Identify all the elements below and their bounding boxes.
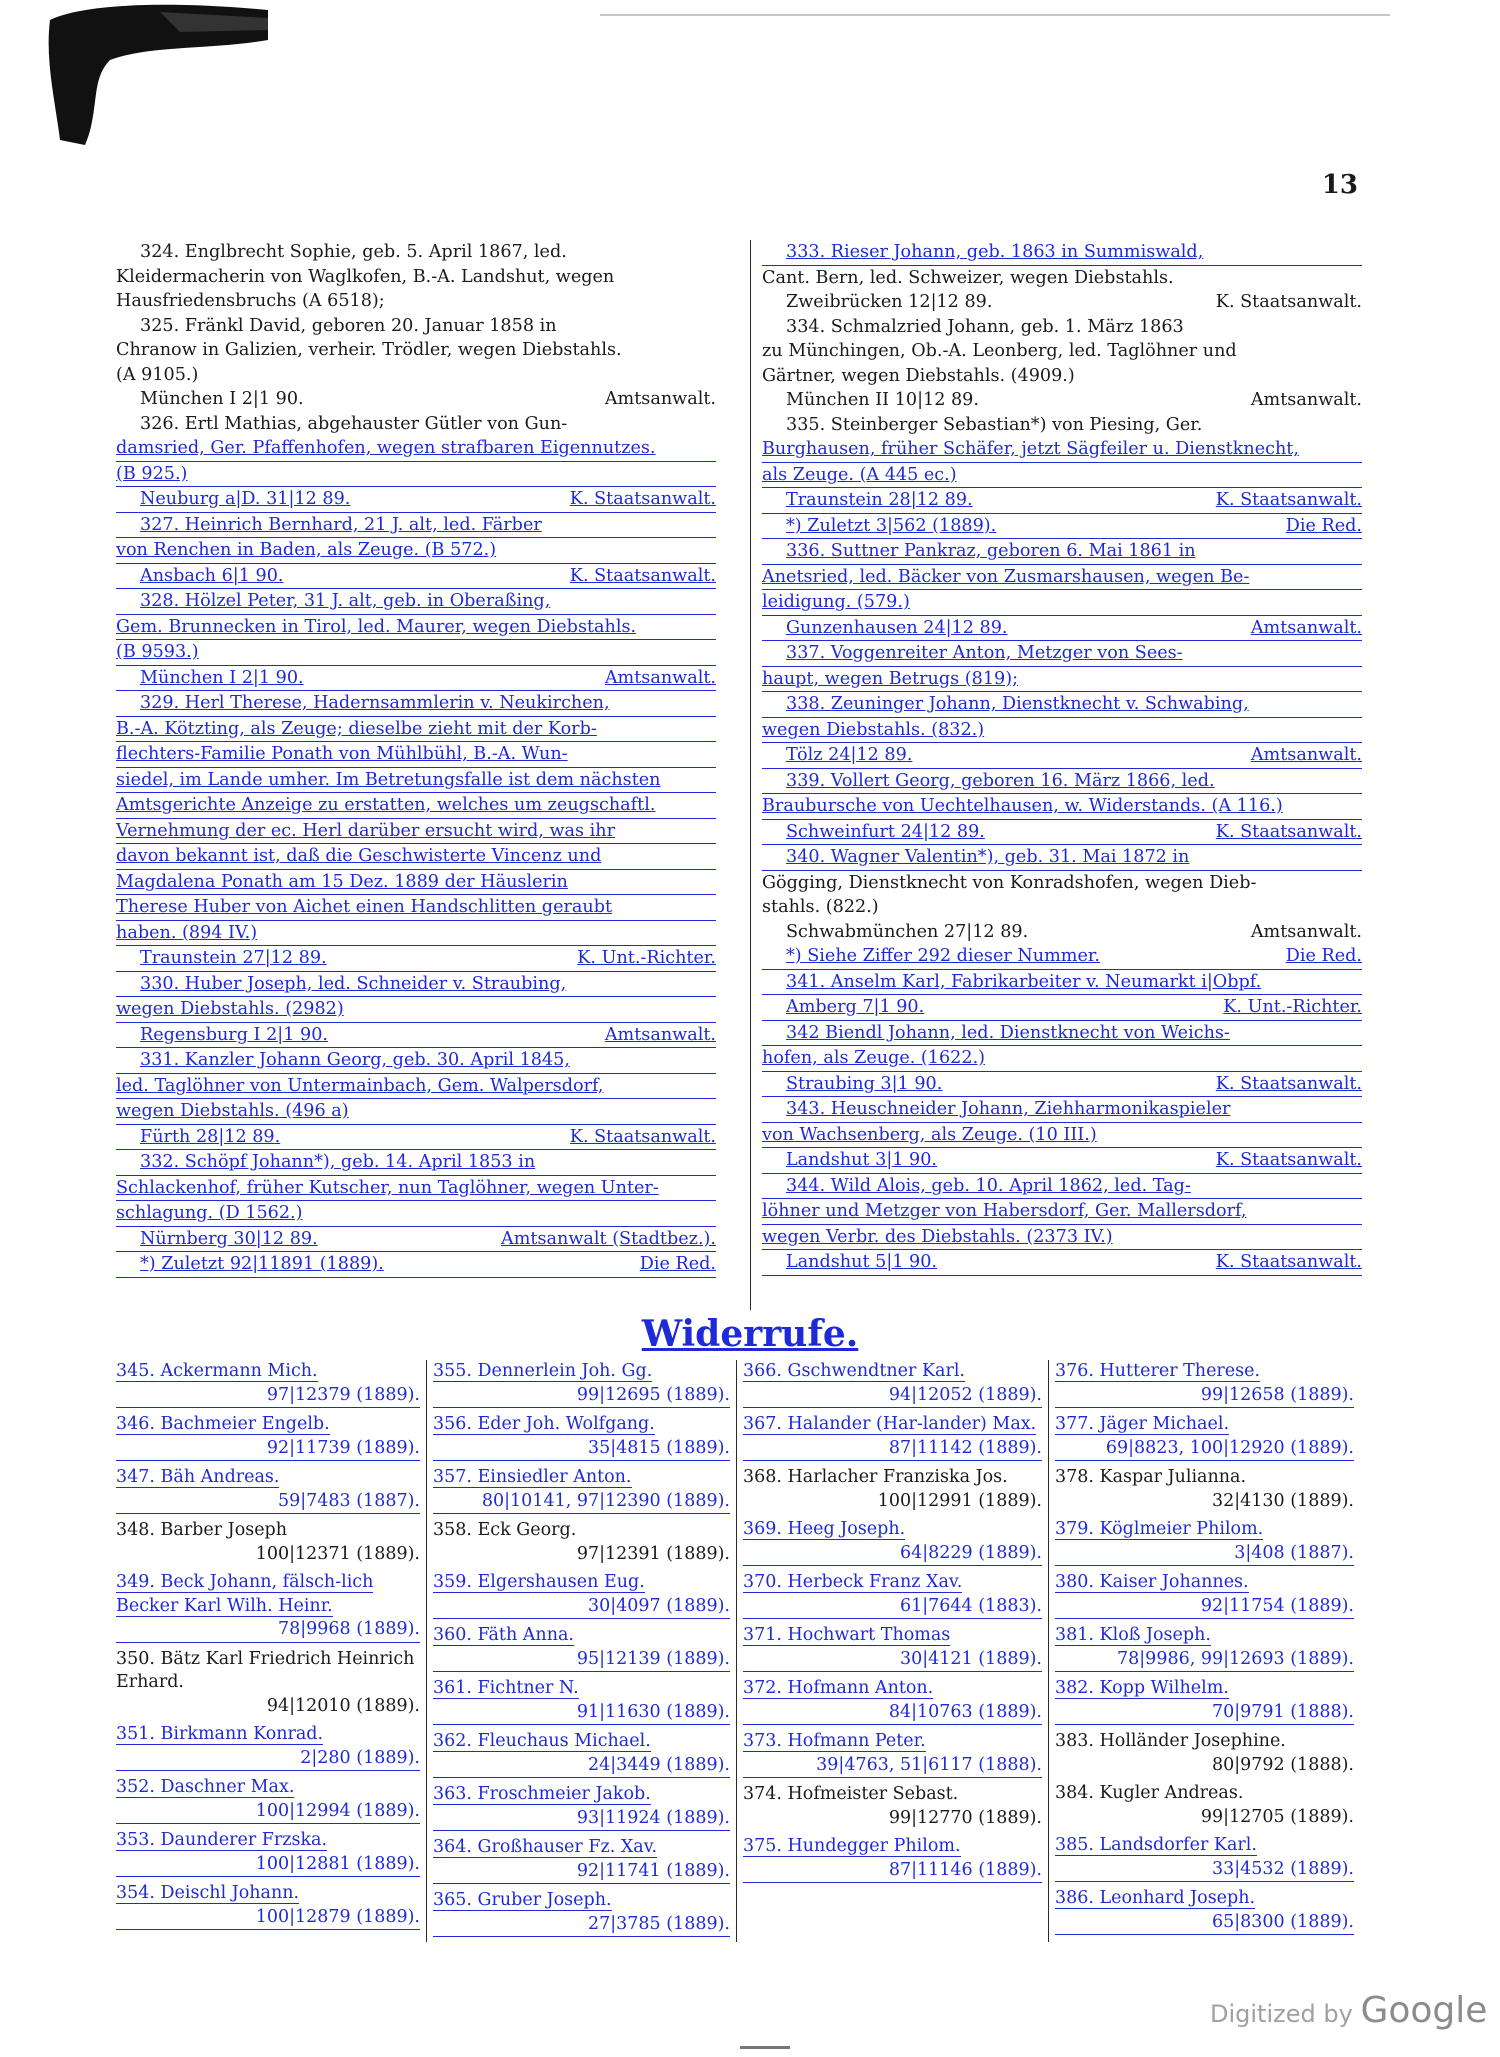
notice-line: Therese Huber von Aichet einen Handschlitten geraubt <box>116 895 716 921</box>
notice-authority: Amtsanwalt. <box>604 667 716 688</box>
widerruf-reference: 80|9792 (1888). <box>1211 1754 1354 1775</box>
widerruf-entry <box>433 1730 730 1778</box>
widerruf-name: 368. Harlacher Franziska Jos. <box>743 1467 1008 1487</box>
notice-entry <box>762 266 1362 315</box>
notice-line: wegen Diebstahls. (2982) <box>116 997 716 1023</box>
notice-place-date: München I 2|1 90. <box>140 667 304 688</box>
notice-authority-row <box>116 1125 716 1151</box>
widerruf-reference: 99|12770 (1889). <box>888 1807 1042 1828</box>
notice-authority-row <box>762 944 1362 970</box>
widerruf-entry <box>1055 1360 1354 1408</box>
ink-smudge <box>40 0 270 150</box>
widerruf-entry <box>433 1466 730 1514</box>
notice-entry <box>762 514 1362 540</box>
notice-place-date: Nürnberg 30|12 89. <box>140 1228 318 1249</box>
widerruf-name: 361. Fichtner N. <box>433 1678 579 1698</box>
widerruf-entry <box>116 1776 420 1824</box>
widerruf-reference: 93|11924 (1889). <box>433 1807 730 1832</box>
notice-authority-row <box>762 995 1362 1021</box>
column-divider <box>750 240 751 1310</box>
widerruf-name: 357. Einsiedler Anton. <box>433 1467 632 1487</box>
widerruf-reference: 27|3785 (1889). <box>433 1913 730 1938</box>
widerruf-entry <box>743 1518 1042 1566</box>
notice-line: haupt, wegen Betrugs (819); <box>762 667 1362 693</box>
notice-place-date: Schwabmünchen 27|12 89. <box>786 921 1029 942</box>
notice-line: 333. Rieser Johann, geb. 1863 in Summiswald, <box>762 240 1362 266</box>
widerruf-reference: 95|12139 (1889). <box>433 1648 730 1673</box>
widerruf-name: 375. Hundegger Philom. <box>743 1836 961 1856</box>
notice-authority-row <box>762 514 1362 540</box>
notice-line: Cant. Bern, led. Schweizer, wegen Diebstahls. <box>762 267 1174 288</box>
notice-line: Braubursche von Uechtelhausen, w. Widerstands. (A 116.) <box>762 794 1362 820</box>
notice-line: Hausfriedensbruchs (A 6518); <box>116 291 385 311</box>
notice-place-date: *) Zuletzt 3|562 (1889). <box>786 515 997 536</box>
notice-authority-row <box>116 564 716 590</box>
notice-place-date: Straubing 3|1 90. <box>786 1073 943 1094</box>
widerruf-name: 356. Eder Joh. Wolfgang. <box>433 1414 655 1434</box>
notice-authority-row <box>762 616 1362 642</box>
notice-line: wegen Diebstahls. (496 a) <box>116 1099 716 1125</box>
notice-line: (A 9105.) <box>116 364 199 385</box>
widerruf-name: 367. Halander (Har-lander) Max. <box>743 1414 1037 1434</box>
widerruf-reference: 59|7483 (1887). <box>116 1490 420 1515</box>
notice-entry <box>762 944 1362 970</box>
notice-entry <box>762 845 1362 871</box>
widerruf-reference: 92|11754 (1889). <box>1055 1595 1354 1620</box>
widerruf-name: 383. Holländer Josephine. <box>1055 1731 1286 1751</box>
bottom-mark <box>740 2046 790 2049</box>
notice-line: stahls. (822.) <box>762 897 879 917</box>
notice-entry <box>762 413 1362 438</box>
widerruf-name: 366. Gschwendtner Karl. <box>743 1361 965 1381</box>
top-rule <box>600 14 1390 16</box>
notice-entry <box>762 437 1362 514</box>
widerruf-name: 379. Köglmeier Philom. <box>1055 1519 1264 1539</box>
widerruf-name: 373. Hofmann Peter. <box>743 1731 926 1751</box>
widerruf-entry <box>743 1730 1042 1778</box>
notice-line: wegen Diebstahls. (832.) <box>762 718 1362 744</box>
widerruf-name: 348. Barber Joseph <box>116 1520 288 1540</box>
notice-line: hofen, als Zeuge. (1622.) <box>762 1046 1362 1072</box>
notice-authority: K. Unt.-Richter. <box>577 948 716 968</box>
notice-line: 337. Voggenreiter Anton, Metzger von Sees- <box>762 641 1362 667</box>
widerruf-reference: 78|9986, 99|12693 (1889). <box>1055 1648 1354 1673</box>
widerruf-reference: 64|8229 (1889). <box>743 1542 1042 1567</box>
widerruf-entry <box>1055 1887 1354 1935</box>
widerruf-reference: 100|12879 (1889). <box>116 1906 420 1931</box>
notice-line: Vernehmung der ec. Herl darüber ersucht wird, was ihr <box>116 819 716 845</box>
notice-authority: K. Staatsanwalt. <box>1215 490 1362 510</box>
widerruf-entry <box>743 1360 1042 1408</box>
widerruf-entry <box>116 1519 420 1566</box>
widerruf-name: 358. Eck Georg. <box>433 1520 577 1540</box>
widerruf-entry <box>1055 1518 1354 1566</box>
widerruf-name: 369. Heeg Joseph. <box>743 1519 906 1539</box>
notice-line: Burghausen, früher Schäfer, jetzt Sägfeiler u. Dienstknecht, <box>762 437 1362 463</box>
notice-authority-row <box>762 1250 1362 1276</box>
notice-authority-row <box>762 488 1362 514</box>
notice-authority-row <box>762 388 1362 413</box>
notice-authority-row <box>762 820 1362 846</box>
notice-authority: Die Red. <box>639 1254 716 1274</box>
widerruf-reference: 30|4121 (1889). <box>743 1648 1042 1673</box>
widerruf-reference: 24|3449 (1889). <box>433 1754 730 1779</box>
notice-entry <box>116 513 716 590</box>
notice-authority: K. Staatsanwalt. <box>1215 292 1362 312</box>
widerrufe-column <box>116 1360 426 1942</box>
widerruf-entry <box>743 1466 1042 1513</box>
widerrufe-column <box>1048 1360 1360 1942</box>
notice-line: siedel, im Lande umher. Im Betretungsfalle ist dem nächsten <box>116 768 716 794</box>
notice-authority: K. Staatsanwalt. <box>1215 1252 1362 1272</box>
widerrufe-column <box>426 1360 736 1942</box>
widerruf-name: 378. Kaspar Julianna. <box>1055 1467 1247 1487</box>
notice-line: 342 Biendl Johann, led. Dienstknecht von Weichs- <box>762 1021 1362 1047</box>
notice-entry <box>762 1021 1362 1098</box>
widerruf-name: 363. Froschmeier Jakob. <box>433 1784 651 1804</box>
widerruf-reference: 87|11142 (1889). <box>743 1437 1042 1462</box>
widerruf-name: 370. Herbeck Franz Xav. <box>743 1572 963 1592</box>
digitized-footer <box>1210 1990 1487 2031</box>
notice-authority: Die Red. <box>1285 946 1362 966</box>
notice-line: B.-A. Kötzting, als Zeuge; dieselbe zieht mit der Korb- <box>116 717 716 743</box>
notice-place-date: Tölz 24|12 89. <box>786 745 913 765</box>
widerruf-entry <box>433 1624 730 1672</box>
widerruf-reference: 92|11741 (1889). <box>433 1860 730 1885</box>
notice-line: Chranow in Galizien, verheir. Trödler, wegen Diebstahls. <box>116 340 622 360</box>
widerruf-name: 345. Ackermann Mich. <box>116 1361 318 1381</box>
widerruf-name: 354. Deischl Johann. <box>116 1883 300 1903</box>
notice-entry <box>116 972 716 1049</box>
notice-entry <box>762 641 1362 692</box>
widerruf-name: 376. Hutterer Therese. <box>1055 1361 1261 1381</box>
widerruf-name: 380. Kaiser Johannes. <box>1055 1572 1249 1592</box>
notice-place-date: Neuburg a|D. 31|12 89. <box>140 489 351 509</box>
widerruf-entry <box>116 1571 420 1643</box>
notice-line: Gögging, Dienstknecht von Konradshofen, wegen Dieb- <box>762 872 1257 893</box>
notice-authority-row <box>116 387 716 412</box>
notice-authority: Amtsanwalt. <box>604 389 716 409</box>
widerruf-name: 386. Leonhard Joseph. <box>1055 1888 1256 1908</box>
notice-line: 332. Schöpf Johann*), geb. 14. April 1853 in <box>116 1150 716 1176</box>
notice-place-date: Landshut 5|1 90. <box>786 1252 938 1272</box>
widerruf-name: 381. Kloß Joseph. <box>1055 1625 1211 1645</box>
notice-line: flechters-Familie Ponath von Mühlbühl, B.-A. Wun- <box>116 742 716 768</box>
widerruf-entry <box>743 1413 1042 1461</box>
widerruf-entry <box>116 1648 420 1719</box>
notice-entry <box>762 692 1362 769</box>
notice-authority: Amtsanwalt (Stadtbez.). <box>501 1228 716 1249</box>
widerruf-reference: 70|9791 (1888). <box>1055 1701 1354 1726</box>
notice-entry <box>116 1252 716 1278</box>
notice-entry <box>762 315 1362 413</box>
notice-authority-row <box>116 666 716 692</box>
widerruf-entry <box>433 1413 730 1461</box>
widerruf-name: 377. Jäger Michael. <box>1055 1414 1230 1434</box>
notice-entry <box>762 769 1362 846</box>
widerruf-name: 349. Beck Johann, fälsch-lich Becker Karl Wilh. Heinr. <box>116 1572 374 1616</box>
widerruf-name: 364. Großhauser Fz. Xav. <box>433 1837 658 1857</box>
notice-line: davon bekannt ist, daß die Geschwisterte Vincenz und <box>116 844 716 870</box>
notice-entry <box>116 412 716 437</box>
notice-place-date: Zweibrücken 12|12 89. <box>786 292 993 312</box>
notice-line: Schlackenhof, früher Kutscher, nun Taglöhner, wegen Unter- <box>116 1176 716 1202</box>
notice-entry <box>762 240 1362 266</box>
notice-line: Kleidermacherin von Waglkofen, B.-A. Landshut, wegen <box>116 266 615 287</box>
widerruf-entry <box>1055 1677 1354 1725</box>
notice-authority: K. Staatsanwalt. <box>1215 821 1362 842</box>
widerruf-reference: 3|408 (1887). <box>1055 1542 1354 1567</box>
widerruf-reference: 99|12705 (1889). <box>1200 1806 1354 1827</box>
widerruf-entry <box>116 1723 420 1771</box>
widerruf-reference: 94|12010 (1889). <box>266 1695 420 1716</box>
widerruf-entry <box>433 1889 730 1937</box>
widerruf-reference: 97|12379 (1889). <box>116 1384 420 1409</box>
notice-line: zu Münchingen, Ob.-A. Leonberg, led. Taglöhner und <box>762 341 1237 361</box>
widerruf-name: 372. Hofmann Anton. <box>743 1678 934 1698</box>
notice-entry <box>762 1174 1362 1276</box>
widerruf-entry <box>433 1783 730 1831</box>
widerruf-name: 371. Hochwart Thomas <box>743 1625 951 1645</box>
widerruf-reference: 35|4815 (1889). <box>433 1437 730 1462</box>
notice-entry <box>762 539 1362 641</box>
widerruf-reference: 65|8300 (1889). <box>1055 1911 1354 1936</box>
notice-authority-row <box>116 487 716 513</box>
widerruf-reference: 99|12695 (1889). <box>433 1384 730 1409</box>
widerruf-entry <box>116 1882 420 1930</box>
notice-authority-row <box>116 1252 716 1278</box>
widerruf-name: 353. Daunderer Frzska. <box>116 1830 328 1850</box>
right-column <box>762 240 1362 1276</box>
widerruf-name: 350. Bätz Karl Friedrich Heinrich Erhard. <box>116 1648 415 1692</box>
notice-line: als Zeuge. (A 445 ec.) <box>762 463 1362 489</box>
widerruf-name: 347. Bäh Andreas. <box>116 1467 280 1487</box>
notice-authority: Amtsanwalt. <box>604 1024 716 1045</box>
notice-entry <box>762 871 1362 945</box>
widerruf-reference: 84|10763 (1889). <box>743 1701 1042 1726</box>
notice-entry <box>116 1150 716 1252</box>
widerruf-name: 362. Fleuchaus Michael. <box>433 1731 651 1751</box>
page-number: 13 <box>1321 170 1358 200</box>
notice-line: damsried, Ger. Pfaffenhofen, wegen strafbaren Eigennutzes. <box>116 436 716 462</box>
widerruf-entry <box>1055 1834 1354 1882</box>
widerruf-reference: 61|7644 (1883). <box>743 1595 1042 1620</box>
notice-line: schlagung. (D 1562.) <box>116 1201 716 1227</box>
widerruf-reference: 92|11739 (1889). <box>116 1437 420 1462</box>
notice-place-date: Traunstein 28|12 89. <box>786 490 973 510</box>
widerruf-reference: 100|12881 (1889). <box>116 1853 420 1878</box>
notice-authority: K. Staatsanwalt. <box>569 1126 716 1147</box>
notice-place-date: München I 2|1 90. <box>140 389 304 409</box>
widerruf-entry <box>743 1624 1042 1672</box>
notice-line: 324. Englbrecht Sophie, geb. 5. April 1867, led. <box>140 242 567 262</box>
notice-place-date: Ansbach 6|1 90. <box>140 565 284 586</box>
widerruf-reference: 80|10141, 97|12390 (1889). <box>433 1490 730 1515</box>
widerrufe-column <box>736 1360 1048 1942</box>
widerruf-reference: 30|4097 (1889). <box>433 1595 730 1620</box>
notice-line: 331. Kanzler Johann Georg, geb. 30. April 1845, <box>116 1048 716 1074</box>
widerruf-name: 351. Birkmann Konrad. <box>116 1724 324 1744</box>
widerruf-entry <box>116 1466 420 1514</box>
notice-place-date: *) Zuletzt 92|11891 (1889). <box>140 1254 384 1274</box>
widerruf-entry <box>433 1519 730 1566</box>
notice-place-date: München II 10|12 89. <box>786 390 979 410</box>
notice-line: Anetsried, led. Bäcker von Zusmarshausen, wegen Be- <box>762 565 1362 591</box>
widerruf-reference: 87|11146 (1889). <box>743 1859 1042 1884</box>
notice-entry <box>116 1048 716 1150</box>
widerruf-entry <box>1055 1730 1354 1777</box>
notice-entry <box>762 1097 1362 1174</box>
widerruf-name: 360. Fäth Anna. <box>433 1625 574 1645</box>
widerruf-reference: 94|12052 (1889). <box>743 1384 1042 1409</box>
notice-line: von Renchen in Baden, als Zeuge. (B 572.) <box>116 538 716 564</box>
widerruf-entry <box>743 1835 1042 1883</box>
notice-line: Gem. Brunnecken in Tirol, led. Maurer, wegen Diebstahls. <box>116 615 716 641</box>
notice-authority-row <box>762 1072 1362 1098</box>
notice-line: löhner und Metzger von Habersdorf, Ger. Mallersdorf, <box>762 1199 1362 1225</box>
widerruf-entry <box>116 1360 420 1408</box>
notice-entry <box>116 691 716 972</box>
notice-line: 326. Ertl Mathias, abgehauster Gütler von Gun- <box>140 413 568 434</box>
footer-prefix: Digitized by <box>1210 2000 1353 2028</box>
notice-entry <box>116 436 716 513</box>
notice-line: 343. Heuschneider Johann, Ziehharmonikaspieler <box>762 1097 1362 1123</box>
notice-line: 330. Huber Joseph, led. Schneider v. Straubing, <box>116 972 716 998</box>
notice-line: 339. Vollert Georg, geboren 16. März 1866, led. <box>762 769 1362 795</box>
notice-line: 325. Fränkl David, geboren 20. Januar 1858 in <box>140 315 557 336</box>
notice-line: (B 925.) <box>116 462 716 488</box>
notice-line: haben. (894 IV.) <box>116 921 716 947</box>
widerruf-entry <box>433 1571 730 1619</box>
notice-authority-row <box>116 1227 716 1253</box>
widerruf-name: 346. Bachmeier Engelb. <box>116 1414 330 1434</box>
notice-authority: K. Staatsanwalt. <box>1215 1150 1362 1170</box>
widerruf-reference: 2|280 (1889). <box>116 1747 420 1772</box>
notice-authority: Amtsanwalt. <box>1250 390 1362 410</box>
widerruf-entry <box>1055 1571 1354 1619</box>
notice-authority-row <box>762 290 1362 315</box>
widerruf-entry <box>1055 1413 1354 1461</box>
widerruf-reference: 100|12991 (1889). <box>877 1490 1042 1511</box>
widerruf-name: 365. Gruber Joseph. <box>433 1890 612 1910</box>
notice-line: leidigung. (579.) <box>762 590 1362 616</box>
widerruf-reference: 91|11630 (1889). <box>433 1701 730 1726</box>
notice-place-date: Amberg 7|1 90. <box>786 997 925 1017</box>
widerruf-entry <box>1055 1624 1354 1672</box>
widerruf-name: 382. Kopp Wilhelm. <box>1055 1678 1229 1698</box>
notice-place-date: Fürth 28|12 89. <box>140 1126 281 1147</box>
notice-entry <box>116 240 716 314</box>
notice-line: 340. Wagner Valentin*), geb. 31. Mai 1872 in <box>762 845 1362 871</box>
notice-place-date: Gunzenhausen 24|12 89. <box>786 617 1008 638</box>
widerruf-name: 359. Elgershausen Eug. <box>433 1572 645 1592</box>
notice-line: 338. Zeuninger Johann, Dienstknecht v. Schwabing, <box>762 692 1362 718</box>
notice-line: 344. Wild Alois, geb. 10. April 1862, led. Tag- <box>762 1174 1362 1200</box>
widerruf-entry <box>116 1413 420 1461</box>
widerruf-name: 352. Daschner Max. <box>116 1777 295 1797</box>
notice-authority-row <box>116 1023 716 1049</box>
widerruf-entry <box>116 1829 420 1877</box>
notice-place-date: Schweinfurt 24|12 89. <box>786 821 985 842</box>
widerrufe-heading: Widerrufe. <box>641 1313 859 1355</box>
notice-authority-row <box>762 1148 1362 1174</box>
google-logo: Google <box>1360 1990 1488 2031</box>
notice-authority: K. Unt.-Richter. <box>1223 997 1362 1017</box>
notice-line: Amtsgerichte Anzeige zu erstatten, welches um zeugschaftl. <box>116 793 716 819</box>
notice-line: 336. Suttner Pankraz, geboren 6. Mai 1861 in <box>762 539 1362 565</box>
notice-authority-row <box>762 920 1362 945</box>
notice-place-date: Traunstein 27|12 89. <box>140 948 327 968</box>
widerruf-entry <box>433 1360 730 1408</box>
notice-place-date: *) Siehe Ziffer 292 dieser Nummer. <box>786 946 1100 966</box>
widerruf-entry <box>433 1836 730 1884</box>
notice-entry <box>762 970 1362 1021</box>
notice-entry <box>116 314 716 412</box>
notice-authority-row <box>116 946 716 972</box>
widerruf-entry <box>1055 1782 1354 1829</box>
widerruf-reference: 33|4532 (1889). <box>1055 1858 1354 1883</box>
widerruf-name: 374. Hofmeister Sebast. <box>743 1784 959 1804</box>
notice-place-date: Regensburg I 2|1 90. <box>140 1024 328 1045</box>
widerruf-name: 385. Landsdorfer Karl. <box>1055 1835 1257 1855</box>
widerrufe-grid <box>116 1360 1364 1942</box>
notice-line: 328. Hölzel Peter, 31 J. alt, geb. in Oberaßing, <box>116 589 716 615</box>
notice-line: 341. Anselm Karl, Fabrikarbeiter v. Neumarkt i|Obpf. <box>762 970 1362 996</box>
widerruf-entry <box>743 1571 1042 1619</box>
notice-authority: K. Staatsanwalt. <box>1215 1073 1362 1094</box>
widerruf-reference: 100|12371 (1889). <box>255 1543 420 1564</box>
widerruf-reference: 99|12658 (1889). <box>1055 1384 1354 1409</box>
widerruf-reference: 69|8823, 100|12920 (1889). <box>1055 1437 1354 1462</box>
widerruf-entry <box>743 1677 1042 1725</box>
widerruf-entry <box>743 1783 1042 1830</box>
widerruf-name: 384. Kugler Andreas. <box>1055 1783 1244 1803</box>
notice-line: 327. Heinrich Bernhard, 21 J. alt, led. Färber <box>116 513 716 539</box>
notice-authority: Amtsanwalt. <box>1250 745 1362 765</box>
notice-line: (B 9593.) <box>116 640 716 666</box>
left-column <box>116 240 716 1278</box>
widerruf-reference: 39|4763, 51|6117 (1888). <box>743 1754 1042 1779</box>
notice-authority: Amtsanwalt. <box>1250 921 1362 942</box>
notice-line: 334. Schmalzried Johann, geb. 1. März 1863 <box>786 316 1184 337</box>
notice-line: Magdalena Ponath am 15 Dez. 1889 der Häuslerin <box>116 870 716 896</box>
notice-line: wegen Verbr. des Diebstahls. (2373 IV.) <box>762 1225 1362 1251</box>
notice-entry <box>116 589 716 691</box>
widerruf-entry <box>1055 1466 1354 1513</box>
widerruf-reference: 100|12994 (1889). <box>116 1800 420 1825</box>
widerruf-entry <box>433 1677 730 1725</box>
notice-authority: K. Staatsanwalt. <box>569 565 716 586</box>
notice-place-date: Landshut 3|1 90. <box>786 1150 938 1170</box>
notice-authority: Amtsanwalt. <box>1250 617 1362 638</box>
notice-authority: Die Red. <box>1285 515 1362 536</box>
widerruf-reference: 97|12391 (1889). <box>576 1543 730 1564</box>
notice-line: Gärtner, wegen Diebstahls. (4909.) <box>762 365 1075 386</box>
notice-line: 329. Herl Therese, Hadernsammlerin v. Neukirchen, <box>116 691 716 717</box>
widerruf-reference: 78|9968 (1889). <box>116 1618 420 1643</box>
notice-authority: K. Staatsanwalt. <box>569 489 716 509</box>
notice-line: 335. Steinberger Sebastian*) von Piesing, Ger. <box>786 414 1203 435</box>
notice-line: led. Taglöhner von Untermainbach, Gem. Walpersdorf, <box>116 1074 716 1100</box>
widerruf-name: 355. Dennerlein Joh. Gg. <box>433 1361 653 1381</box>
widerruf-reference: 32|4130 (1889). <box>1211 1490 1354 1511</box>
notice-line: von Wachsenberg, als Zeuge. (10 III.) <box>762 1123 1362 1149</box>
notice-authority-row <box>762 743 1362 769</box>
